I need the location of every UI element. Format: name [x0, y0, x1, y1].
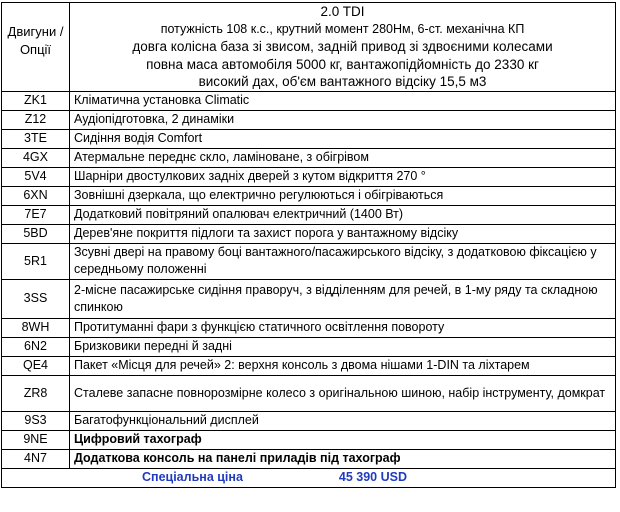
- option-row: [2, 129, 616, 148]
- option-description: Зовнішні дзеркала, що електрично регулюються і обігріваються: [70, 186, 616, 205]
- price-cell: [2, 468, 616, 487]
- option-description: Сталеве запасне повнорозмірне колесо з оригінальною шиною, набір інструменту, домкрат: [70, 375, 616, 411]
- engine-spec-block: [70, 3, 616, 92]
- option-description: Цифровий тахограф: [70, 430, 616, 449]
- option-description: Додаткова консоль на панелі приладів під тахограф: [70, 449, 616, 468]
- special-price-label: Спеціальна ціна: [142, 470, 243, 485]
- option-code: 5BD: [2, 224, 70, 243]
- option-code: 9NE: [2, 430, 70, 449]
- option-row: [2, 411, 616, 430]
- option-row: [2, 318, 616, 337]
- option-code: 8WH: [2, 318, 70, 337]
- option-row: [2, 167, 616, 186]
- option-code: 4GX: [2, 148, 70, 167]
- option-code: 9S3: [2, 411, 70, 430]
- engines-options-label: Двигуни / Опції: [2, 3, 70, 92]
- option-row: [2, 91, 616, 110]
- header-row: [2, 3, 616, 92]
- option-code: 5R1: [2, 243, 70, 279]
- option-row: [2, 430, 616, 449]
- options-table-body: [2, 3, 616, 488]
- special-price-value: 45 390 USD: [338, 470, 408, 485]
- option-code: 4N7: [2, 449, 70, 468]
- engine-spec-line: довга колісна база зі звисом, задній привод зі здвоєними колесами: [132, 39, 553, 55]
- option-description: Пакет «Місця для речей» 2: верхня консоль з двома нішами 1-DIN та ліхтарем: [70, 356, 616, 375]
- option-row: [2, 279, 616, 318]
- option-description: Додатковий повітряний опалювач електричний (1400 Вт): [70, 205, 616, 224]
- option-row: [2, 337, 616, 356]
- option-code: 6N2: [2, 337, 70, 356]
- price-row: [2, 468, 616, 487]
- option-description: Дерев'яне покриття підлоги та захист порога у вантажному відсіку: [70, 224, 616, 243]
- engine-spec-line: високий дах, об'єм вантажного відсіку 15,5 м3: [198, 74, 487, 90]
- option-row: [2, 110, 616, 129]
- option-code: ZR8: [2, 375, 70, 411]
- option-description: Бризковики передні й задні: [70, 337, 616, 356]
- option-row: [2, 375, 616, 411]
- option-row: [2, 224, 616, 243]
- option-description: Багатофункціональний дисплей: [70, 411, 616, 430]
- engine-title: 2.0 TDI: [320, 4, 365, 19]
- option-code: QE4: [2, 356, 70, 375]
- option-row: [2, 449, 616, 468]
- engine-spec-line: потужність 108 к.с., крутний момент 280Нм, 6-ст. механічна КП: [160, 21, 525, 36]
- option-code: 3TE: [2, 129, 70, 148]
- option-code: ZK1: [2, 91, 70, 110]
- option-description: 2-місне пасажирське сидіння праворуч, з відділенням для речей, в 1-му ряду та складною спинкою: [70, 279, 616, 318]
- option-code: 6XN: [2, 186, 70, 205]
- option-description: Шарніри двостулкових задніх дверей з кутом відкриття 270 °: [70, 167, 616, 186]
- option-code: 7E7: [2, 205, 70, 224]
- option-row: [2, 148, 616, 167]
- option-row: [2, 356, 616, 375]
- option-row: [2, 205, 616, 224]
- engine-spec-line: повна маса автомобіля 5000 кг, вантажопідйомність до 2330 кг: [146, 56, 539, 72]
- option-description: Кліматична установка Climatic: [70, 91, 616, 110]
- option-description: Аудіопідготовка, 2 динаміки: [70, 110, 616, 129]
- option-code: 5V4: [2, 167, 70, 186]
- option-description: Атермальне переднє скло, ламіноване, з обігрівом: [70, 148, 616, 167]
- option-code: 3SS: [2, 279, 70, 318]
- options-table: [1, 2, 616, 488]
- option-code: Z12: [2, 110, 70, 129]
- option-row: [2, 186, 616, 205]
- option-row: [2, 243, 616, 279]
- option-description: Протитуманні фари з функцією статичного освітлення повороту: [70, 318, 616, 337]
- option-description: Зсувні двері на правому боці вантажного/пасажирського відсіку, з додатковою фіксацією у середньому положенні: [70, 243, 616, 279]
- option-description: Сидіння водія Comfort: [70, 129, 616, 148]
